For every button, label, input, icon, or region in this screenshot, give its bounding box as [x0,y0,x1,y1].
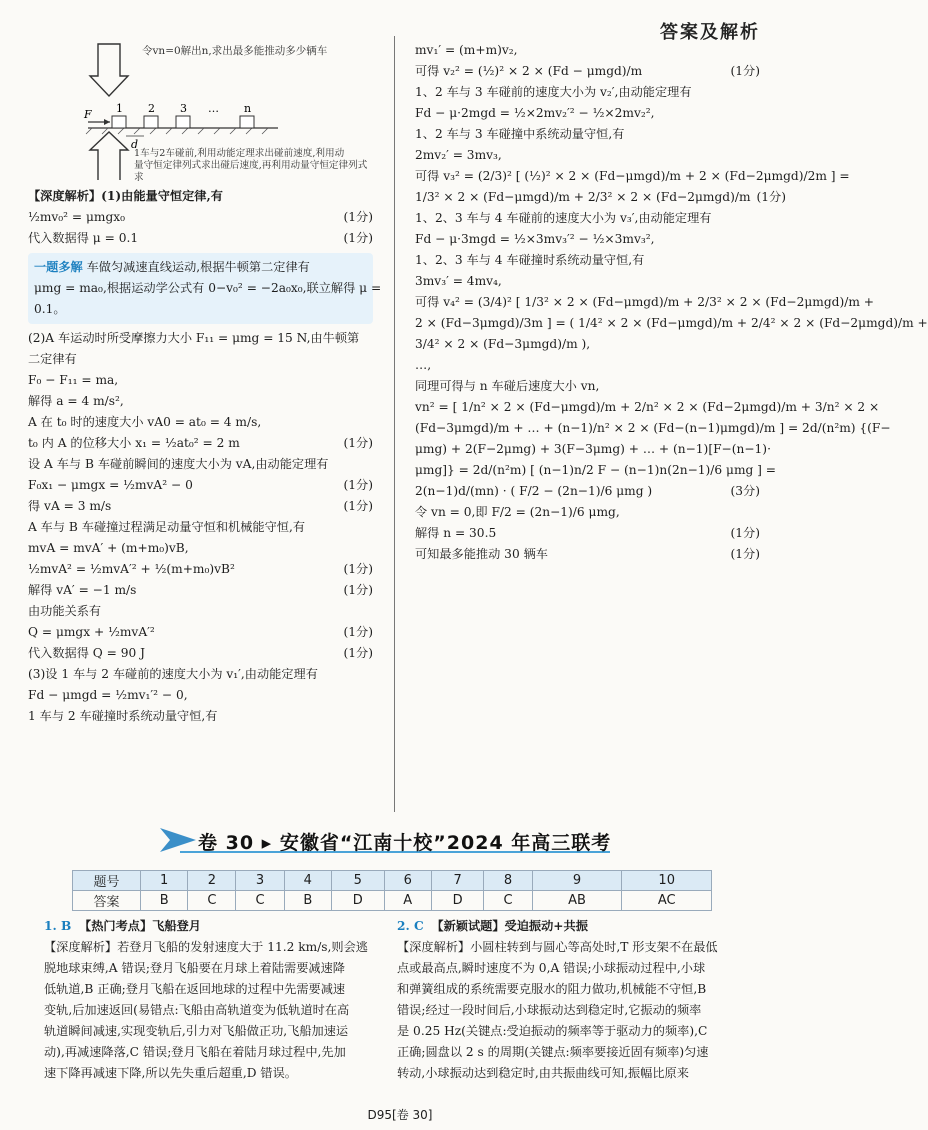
row-label-answer: 答案 [73,891,141,911]
right-solution [415,40,928,565]
question-number-cell: 9 [532,871,622,891]
solution-text: 3mv₃′ = 4mv₄, [415,273,502,288]
solution-text: 1、2、3 车与 4 车碰前的速度大小为 v₃′,由动能定理有 [415,210,712,225]
score-points: (1分) [730,525,760,540]
solution-line [28,349,373,370]
score-points: (1分) [730,546,760,561]
solution-line [415,544,760,565]
cart-label-2: 2 [148,102,155,115]
solution-line [415,439,771,460]
solution-text: …, [415,357,432,372]
cart-label-n: n [244,102,252,115]
explanation-line: 【深度解析】若登月飞船的发射速度大于 11.2 km/s,则会逃 [44,939,368,954]
explanation-line: 正确;圆盘以 2 s 的周期(关键点:频率要接近固有频率)匀速 [397,1044,709,1059]
solution-text: 1/3² × 2 × (Fd−μmgd)/m + 2/3² × 2 × (Fd−2μmgd)/m [415,189,751,204]
question-number-cell: 5 [331,871,384,891]
solution-line [28,475,373,496]
question-number-cell: 1 [141,871,188,891]
solution-line [28,559,373,580]
score-points: (3分) [730,483,760,498]
solution-text: 【深度解析】(1)由能量守恒定律,有 [28,189,223,203]
solution-line [415,418,891,439]
answer-cell: C [236,891,284,911]
solution-text: 2 × (Fd−3μmgd)/3m ] = ( 1/4² × 2 × (Fd−μmgd)/m + 2/4² × 2 × (Fd−2μmgd)/m + [415,315,928,330]
paper-plane-icon [160,828,196,852]
q2-tag: 【新颖试题】受迫振动+共振 [431,919,588,933]
solution-text: 解得 a = 4 m/s², [28,393,124,408]
solution-line [28,228,373,249]
solution-text: Fd − μmgd = ½mv₁′² − 0, [28,687,188,702]
score-points: (1分) [343,561,373,576]
solution-text: 得 vA = 3 m/s [28,498,112,513]
solution-line [415,481,760,502]
solution-text: 二定律有 [28,351,77,366]
q2-number: 2. C [397,919,424,933]
solution-text: 令 vn = 0,即 F/2 = (2n−1)/6 μmg, [415,504,620,519]
solution-text: 2mv₂′ = 3mv₃, [415,147,502,162]
solution-line [415,187,786,208]
answer-cell: AB [532,891,622,911]
solution-line [415,208,760,229]
cart-3 [176,116,190,128]
question-number-cell: 10 [622,871,712,891]
tip-badge: 一题多解 [34,259,83,274]
solution-line [415,103,760,124]
solution-text: 由功能关系有 [28,603,102,618]
answer-cell: D [431,891,484,911]
solution-text: 可得 v₃² = (2/3)² [ (½)² × 2 × (Fd−μmgd)/m + 2 × (Fd−2μmgd)/2m ] = [415,168,850,183]
solution-line [415,250,760,271]
solution-line [28,622,373,643]
answer-cell: D [331,891,384,911]
carts-diagram [28,40,368,183]
solution-line [415,355,760,376]
solution-line [28,328,373,349]
explanation-line: 点或最高点,瞬时速度不为 0,A 错误;小球振动过程中,小球 [397,960,706,975]
left-solution-part2 [28,328,373,727]
answer-cell: B [284,891,331,911]
explanation-line: 转动,小球振动达到稳定时,由共振曲线可知,振幅比原来 [397,1065,689,1080]
page-footer: D95[卷 30] [367,1108,433,1122]
question-number-cell: 2 [188,871,236,891]
explanation-line: 轨道瞬间减速,实现变轨后,引力对飞船做正功,飞船加速运 [44,1023,349,1038]
score-points: (1分) [756,189,786,204]
question-number-cell: 7 [431,871,484,891]
explanation-line: 错误;经过一段时间后,小球振动达到稳定时,它振动的频率 [397,1002,702,1017]
solution-line [415,145,760,166]
explanation-line: 和弹簧组成的系统需要克服水的阻力做功,机械能不守恒,B [397,981,707,996]
left-column [28,40,382,727]
score-points: (1分) [343,209,373,224]
answer-cell: AC [622,891,712,911]
solution-text: 1、2、3 车与 4 车碰撞时系统动量守恒,有 [415,252,645,267]
cart-label-1: 1 [116,102,123,115]
solution-line [415,271,760,292]
up-arrow-icon [90,132,128,180]
force-label: F [84,108,92,121]
tip-box: 一题多解 车做匀减速直线运动,根据牛顿第二定律有 μmg = ma₀,根据运动学公式有 0−v₀² = −2a₀x₀,联立解得 μ = 0.1。 [28,253,373,324]
solution-text: (Fd−3μmgd)/m + … + (n−1)/n² × 2 × (Fd−(n−1)μmgd)/m ] = 2d/(n²m) {(F− [415,420,891,435]
score-points: (1分) [343,645,373,660]
solution-line [415,313,928,334]
cart-n [240,116,254,128]
answer-table-header-row [73,871,712,891]
solution-text: μmg) + 2(F−2μmg) + 3(F−3μmg) + … + (n−1)[F−(n−1)· [415,441,771,456]
explanation-line: 变轨,后加速返回(易错点:飞船由高轨道变为低轨道时在高 [44,1002,350,1017]
solution-text: 2(n−1)d/(mn) · ( F/2 − (2n−1)/6 μmg ) [415,483,653,498]
solution-text: Q = μmgx + ½mvA′² [28,624,155,639]
question-2-solution [397,916,767,1084]
diagram-note-top: 令vn=0解出n,求出最多能推动多少辆车 [142,45,328,57]
solution-text: Fd − μ·2mgd = ½×2mv₂′² − ½×2mv₂², [415,105,655,120]
answer-cell: C [188,891,236,911]
q1-tag: 【热门考点】飞船登月 [79,919,201,933]
solution-text: mvA = mvA′ + (m+m₀)vB, [28,540,189,555]
solution-line [28,433,373,454]
solution-text: A 车与 B 车碰撞过程满足动量守恒和机械能守恒,有 [28,519,306,534]
solution-text: 1、2 车与 3 车碰前的速度大小为 v₂′,由动能定理有 [415,84,692,99]
solution-line [28,186,373,207]
solution-text: 可知最多能推动 30 辆车 [415,546,548,561]
solution-text: 解得 vA′ = −1 m/s [28,582,137,597]
solution-line [415,334,760,355]
solution-line [28,496,373,517]
explanation-line: 低轨道,B 正确;登月飞船在返回地球的过程中先需要减速 [44,981,346,996]
solution-line [415,82,760,103]
solution-line [28,685,373,706]
solution-text: (2)A 车运动时所受摩擦力大小 F₁₁ = μmg = 15 N,由牛顿第 [28,330,360,345]
explanation-line: 是 0.25 Hz(关键点:受迫振动的频率等于驱动力的频率),C [397,1023,708,1038]
solution-line [415,166,850,187]
distance-label: d [131,138,139,151]
solution-line [28,643,373,664]
solution-text: 设 A 车与 B 车碰前瞬间的速度大小为 vA,由动能定理有 [28,456,329,471]
solution-line [28,370,373,391]
solution-line [28,601,373,622]
solution-line [415,376,760,397]
solution-line [28,664,373,685]
solution-text: t₀ 内 A 的位移大小 x₁ = ½at₀² = 2 m [28,435,240,450]
solution-line [415,397,880,418]
solution-line [415,502,760,523]
solution-line [415,460,777,481]
solution-line [28,517,373,538]
solution-text: 可得 v₂² = (½)² × 2 × (Fd − μmgd)/m [415,63,643,78]
question-number-cell: 8 [484,871,532,891]
solution-text: 解得 n = 30.5 [415,525,497,540]
score-points: (1分) [343,477,373,492]
score-points: (1分) [343,624,373,639]
solution-text: 3/4² × 2 × (Fd−3μmgd)/m ), [415,336,591,351]
score-points: (1分) [343,435,373,450]
score-points: (1分) [343,582,373,597]
answer-cell: B [141,891,188,911]
solution-line [28,538,373,559]
question-number-cell: 4 [284,871,331,891]
solution-text: 同理可得与 n 车碰后速度大小 vn, [415,378,600,393]
solution-text: ½mv₀² = μmgx₀ [28,209,126,224]
question-number-cell: 3 [236,871,284,891]
page-header-title: 答案及解析 [660,22,760,43]
answer-table [72,870,712,911]
solution-line [415,229,760,250]
solution-line [415,124,760,145]
solution-line [28,706,373,727]
solution-text: Fd − μ·3mgd = ½×3mv₃′² − ½×3mv₃², [415,231,655,246]
solution-text: μmg]} = 2d/(n²m) [ (n−1)n/2 F − (n−1)n(2n−1)/6 μmg ] = [415,462,777,477]
explanation-line: 脱地球束缚,A 错误;登月飞船要在月球上着陆需要减速降 [44,960,345,975]
solution-text: 代入数据得 Q = 90 J [28,645,146,660]
solution-text: A 在 t₀ 时的速度大小 vA0 = at₀ = 4 m/s, [28,414,262,429]
explanation-line: 【深度解析】小圆柱转到与圆心等高处时,T 形支架不在最低 [397,939,718,954]
score-points: (1分) [343,230,373,245]
diagram-note-bottom: 1车与2车碰前,利用动能定理求出碰前速度,利用动 量守恒定律列式求出碰后速度,再利用动量守恒定律列式求 [134,148,368,183]
solution-text: F₀ − F₁₁ = ma, [28,372,119,387]
solution-line [28,391,373,412]
cart-label-dots: … [208,102,219,115]
solution-line [28,412,373,433]
solution-text: 可得 v₄² = (3/4)² [ 1/3² × 2 × (Fd−μmgd)/m + 2/3² × 2 × (Fd−2μmgd)/m + [415,294,874,309]
solution-text: 1 车与 2 车碰撞时系统动量守恒,有 [28,708,218,723]
solution-text: vn² = [ 1/n² × 2 × (Fd−μmgd)/m + 2/n² × 2 × (Fd−2μmgd)/m + 3/n² × 2 × [415,399,880,414]
solution-text: F₀x₁ − μmgx = ½mvA² − 0 [28,477,193,492]
answer-table-answer-row [73,891,712,911]
answer-cell: C [484,891,532,911]
down-arrow-icon [90,44,128,96]
solution-line [415,292,874,313]
solution-line [28,580,373,601]
answer-cell: A [384,891,431,911]
solution-text: mv₁′ = (m+m)v₂, [415,43,518,57]
solution-line [415,40,760,61]
score-points: (1分) [343,498,373,513]
solution-line [415,61,760,82]
right-column [415,40,928,565]
solution-line [28,454,373,475]
cart-label-3: 3 [180,102,187,115]
row-label-number: 题号 [73,871,141,891]
column-divider [394,36,395,812]
solution-line [415,523,760,544]
q1-number: 1. B [44,919,72,933]
question-number-cell: 6 [384,871,431,891]
solution-line [28,207,373,228]
solution-text: 代入数据得 μ = 0.1 [28,230,139,245]
solution-text: (3)设 1 车与 2 车碰前的速度大小为 v₁′,由动能定理有 [28,666,318,681]
cart-2 [144,116,158,128]
solution-text: ½mvA² = ½mvA′² + ½(m+m₀)vB² [28,561,235,576]
cart-1 [112,116,126,128]
question-1-solution [44,916,399,1084]
section-title: 卷 30 ▸ 安徽省“江南十校”2024 年高三联考 [198,832,612,854]
left-solution-part1 [28,186,373,249]
explanation-line: 动),再减速降落,C 错误;登月飞船在着陆月球过程中,先加 [44,1044,346,1059]
score-points: (1分) [730,63,760,78]
solution-text: 1、2 车与 3 车碰撞中系统动量守恒,有 [415,126,625,141]
explanation-line: 速下降再减速下降,所以先失重后超重,D 错误。 [44,1065,297,1080]
